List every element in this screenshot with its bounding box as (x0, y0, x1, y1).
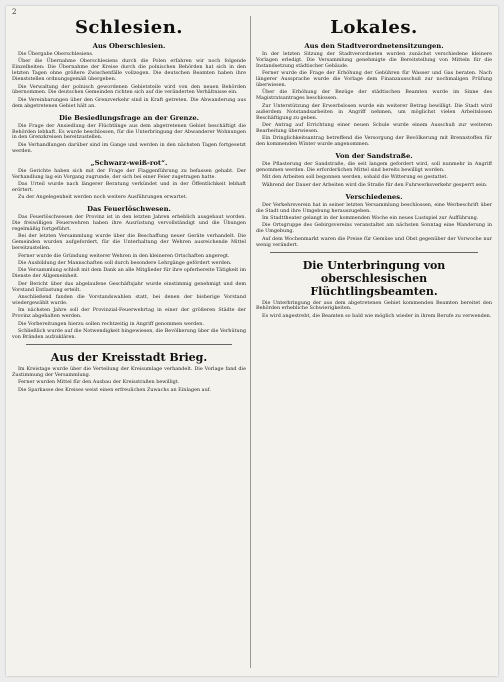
article-paragraph: Die Vereinbarungen über den Grenzverkehr sind in Kraft getreten. Die Abwanderung aus dem abgetretenen Gebiet hält an. (12, 96, 246, 109)
article-subhead: Von der Sandstraße. (335, 152, 413, 161)
article-paragraph: Über die Erhöhung der Bezüge der städtischen Beamten wurde im Sinne des Magistratsantrages beschlossen. (256, 89, 492, 102)
article-subhead: Verschiedenes. (345, 192, 403, 201)
article-paragraph: Zur Unterstützung der Erwerbslosen wurde ein weiterer Betrag bewilligt. Die Stadt wird außerdem Notstandsarbeiten in Angriff nehmen, um möglichst vielen Arbeitslosen Beschäftigung zu geben. (256, 102, 492, 121)
article-paragraph: Im nächsten Jahre soll der Provinzial-Feuerwehrtag in einer der größeren Städte der Provinz abgehalten werden. (12, 307, 246, 320)
article-paragraph: Schließlich wurde auf die Notwendigkeit hingewiesen, die Bevölkerung über die Verhütung von Bränden aufzuklären. (12, 328, 246, 341)
article-paragraph: Auf dem Wochenmarkt waren die Preise für Gemüse und Obst gegenüber der Vorwoche nur wenig verändert. (256, 235, 492, 248)
article-paragraph: Die Übergabe Oberschlesiens. (18, 51, 94, 57)
article-paragraph: Die Verhandlungen darüber sind im Gange und werden in den nächsten Tagen fortgesetzt werden. (12, 141, 246, 154)
article-paragraph: Es wird angestrebt, die Beamten so bald wie möglich wieder in ihrem Berufe zu verwenden. (262, 312, 492, 319)
article-paragraph: Anschließend fanden die Vorstandswahlen statt, bei denen der bisherige Vorstand wiedergewählt wurde. (12, 294, 246, 306)
article-subhead: Die Besiedlungsfrage an der Grenze. (58, 113, 200, 122)
newspaper-page (6, 6, 498, 676)
column-rule (250, 16, 251, 668)
article-paragraph: Die Vorbereitungen hierzu sollen rechtzeitig in Angriff genommen werden. (18, 320, 205, 327)
divider (270, 252, 478, 253)
article-paragraph: Der Bericht über das abgelaufene Geschäftsjahr wurde einstimmig genehmigt und dem Vorstand Entlastung erteilt. (12, 280, 246, 293)
article-paragraph: Bei der letzten Versammlung wurde über die Beschaffung neuer Geräte verhandelt. Die Gemeinden wurden aufgefordert, für die Unterhaltung der Wehren ausreichende Mittel bereitzustellen. (12, 233, 246, 252)
article-paragraph: Ein Dringlichkeitsantrag betreffend die Versorgung der Bevölkerung mit Brennstoffen für den kommenden Winter wurde angenommen. (256, 135, 492, 148)
article-paragraph: Die Versammlung schloß mit dem Dank an alle Mitglieder für ihre opferbereite Tätigkeit im Dienste der Allgemeinheit. (12, 267, 246, 280)
article-paragraph: Die Pflasterung der Sandstraße, die seit langem gefordert wird, soll nunmehr in Angriff genommen werden. Die erforderlichen Mittel sind bereits bewilligt worden. (256, 161, 492, 173)
article-paragraph: Die Verwaltung der polnisch gewordenen Gebietsteile wird von den neuen Behörden übernommen. Die deutschen Gemeinden richten sich auf die veränderten Verhältnisse ein. (12, 83, 246, 96)
article-paragraph: Die Sparkasse des Kreises weist einen erfreulichen Zuwachs an Einlagen auf. (18, 386, 211, 393)
article-paragraph: Während der Dauer der Arbeiten wird die Straße für den Fuhrwerksverkehr gesperrt sein. (262, 181, 488, 188)
left-sections (12, 42, 246, 341)
article-paragraph: Über die Übernahme Oberschlesiens durch die Polen erfahren wir noch folgende Einzelheiten: Die Übernahme der Kreise durch die polnischen Behörden hat sich in den letzten Tagen ohne größere Zwischenfälle vollzogen. Die deutschen Beamten haben ihre Dienststellen ordnungsgemäß übergeben. (12, 58, 246, 83)
article-paragraph: Der Verkehrsverein hat in seiner letzten Versammlung beschlossen, eine Werbeschrift über die Stadt und ihre Umgebung herauszugeben. (256, 201, 492, 214)
divider (26, 344, 232, 345)
article-subhead: „Schwarz-weiß-rot“. (90, 158, 168, 167)
article-paragraph: Die Unterbringung der aus dem abgetretenen Gebiet kommenden Beamten bereitet den Behörden erhebliche Schwierigkeiten. (256, 299, 492, 312)
story-headline-mid: Aus der Kreisstadt Brieg. (50, 350, 208, 364)
article-paragraph: Die Ortsgruppe des Gebirgsvereins veranstaltet am nächsten Sonntag eine Wanderung in die Umgebung. (256, 222, 492, 235)
article-paragraph: Mit den Arbeiten soll begonnen werden, sobald die Witterung es gestattet. (262, 174, 448, 181)
article-paragraph: Ferner wurde die Gründung weiterer Wehren in den kleineren Ortschaften angeregt. (18, 252, 230, 259)
article-subhead: Aus den Stadtverordnetensitzungen. (304, 42, 444, 50)
page-number: 2 (12, 8, 17, 16)
article-subhead: Aus Oberschlesien. (92, 42, 166, 50)
article-paragraph: Zu der Angelegenheit werden noch weitere Ausführungen erwartet. (18, 194, 188, 201)
section-headline-schlesien: Schlesien. (74, 17, 184, 38)
article-subhead: Das Feuerlöschwesen. (87, 205, 171, 214)
article-paragraph: Ferner wurden Mittel für den Ausbau der Kreisstraßen bewilligt. (18, 379, 180, 386)
article-paragraph: Die Frage der Ansiedlung der Flüchtlinge aus dem abgetretenen Gebiet beschäftigt die Behörden lebhaft. Es wurde beschlossen, für die Unterbringung der Abwanderer Wohnungen in den Grenzkreisen bereitzustellen. (12, 122, 246, 141)
article-paragraph: Ferner wurde die Frage der Erhöhung der Gebühren für Wasser und Gas beraten. Nach längerer Aussprache wurde die Vorlage dem Finanzausschuß zur nochmaligen Prüfung überwiesen. (256, 70, 492, 89)
mid-story-body (12, 367, 246, 394)
article-paragraph: Der Antrag auf Errichtung einer neuen Schule wurde einem Ausschuß zur weiteren Bearbeitung überwiesen. (256, 121, 492, 134)
story-headline-bottom: Die Unterbringung von oberschlesischen Flüchtlingsbeamten. (302, 258, 446, 298)
article-paragraph: Im Stadttheater gelangt in der kommenden Woche ein neues Lustspiel zur Aufführung. (262, 215, 479, 222)
left-column (12, 16, 246, 668)
article-paragraph: Das Urteil wurde nach längerer Beratung verkündet und in der Öffentlichkeit lebhaft erörtert. (12, 181, 246, 193)
section-headline-lokales: Lokales. (330, 17, 418, 38)
right-sections (256, 42, 492, 249)
bottom-story-body (256, 301, 492, 320)
article-paragraph: Das Feuerlöschwesen der Provinz ist in den letzten Jahren erheblich ausgebaut worden. Die freiwilligen Feuerwehren haben ihre Ausrüstung vervollständigt und die Übungen regelmäßig fortgeführt. (12, 214, 246, 233)
right-column (256, 16, 492, 668)
article-paragraph: In der letzten Sitzung der Stadtverordneten wurden zunächst verschiedene kleinere Vorlagen erledigt. Die Versammlung genehmigte die Bereitstellung von Mitteln für die Instandsetzung städtischer Gebäude. (256, 51, 492, 69)
article-paragraph: Die Gerichte haben sich mit der Frage der Flaggenführung zu befassen gehabt. Der Verhandlung lag ein Vorgang zugrunde, der sich bei einer Feier zugetragen hatte. (12, 167, 246, 180)
article-paragraph: Die Ausbildung der Mannschaften soll durch besondere Lehrgänge gefördert werden. (18, 260, 232, 267)
article-paragraph: Im Kreistage wurde über die Verteilung der Kreisumlage verhandelt. Die Vorlage fand die Zustimmung der Versammlung. (12, 365, 246, 378)
